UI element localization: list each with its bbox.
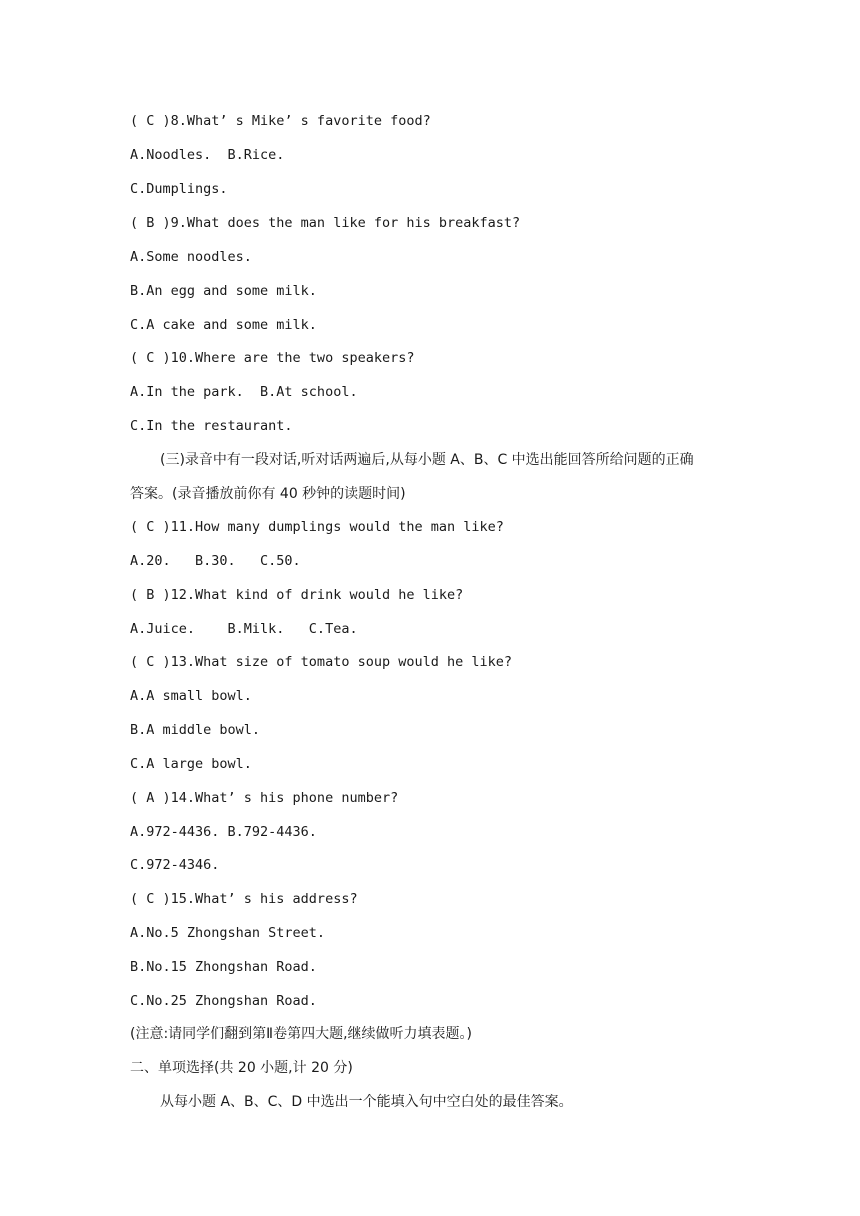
question-13-option-c: C.A large bowl. [130, 756, 252, 772]
question-9: ( B )9.What does the man like for his breakfast? [130, 215, 521, 231]
question-8-options-ab: A.Noodles. B.Rice. [130, 147, 285, 163]
question-15-option-a: A.No.5 Zhongshan Street. [130, 925, 326, 941]
question-15: ( C )15.What’ s his address? [130, 891, 358, 907]
section-3-instructions-cont: 答案。(录音播放前你有 40 秒钟的读题时间) [130, 486, 406, 502]
question-10-options-ab: A.In the park. B.At school. [130, 384, 358, 400]
section-2-instructions: 从每小题 A、B、C、D 中选出一个能填入句中空白处的最佳答案。 [160, 1094, 573, 1110]
question-13: ( C )13.What size of tomato soup would he like? [130, 654, 513, 670]
question-9-option-a: A.Some noodles. [130, 249, 252, 265]
question-15-option-b: B.No.15 Zhongshan Road. [130, 959, 317, 975]
question-8: ( C )8.What’ s Mike’ s favorite food? [130, 113, 431, 129]
question-10-option-c: C.In the restaurant. [130, 418, 293, 434]
question-12-options: A.Juice. B.Milk. C.Tea. [130, 621, 358, 637]
question-14-options-ab: A.972-4436. B.792-4436. [130, 824, 317, 840]
note-turn-page: (注意:请同学们翻到第Ⅱ卷第四大题,继续做听力填表题。) [130, 1026, 472, 1042]
question-8-option-c: C.Dumplings. [130, 181, 228, 197]
question-12: ( B )12.What kind of drink would he like? [130, 587, 464, 603]
question-9-option-c: C.A cake and some milk. [130, 317, 317, 333]
question-11-options: A.20. B.30. C.50. [130, 553, 301, 569]
question-14: ( A )14.What’ s his phone number? [130, 790, 399, 806]
question-9-option-b: B.An egg and some milk. [130, 283, 317, 299]
question-11: ( C )11.How many dumplings would the man like? [130, 519, 504, 535]
question-13-option-b: B.A middle bowl. [130, 722, 261, 738]
question-14-option-c: C.972-4346. [130, 857, 220, 873]
question-13-option-a: A.A small bowl. [130, 688, 252, 704]
question-15-option-c: C.No.25 Zhongshan Road. [130, 993, 317, 1009]
section-2-heading: 二、单项选择(共 20 小题,计 20 分) [130, 1060, 353, 1076]
question-10: ( C )10.Where are the two speakers? [130, 350, 415, 366]
section-3-instructions: (三)录音中有一段对话,听对话两遍后,从每小题 A、B、C 中选出能回答所给问题的正确 [160, 452, 694, 468]
